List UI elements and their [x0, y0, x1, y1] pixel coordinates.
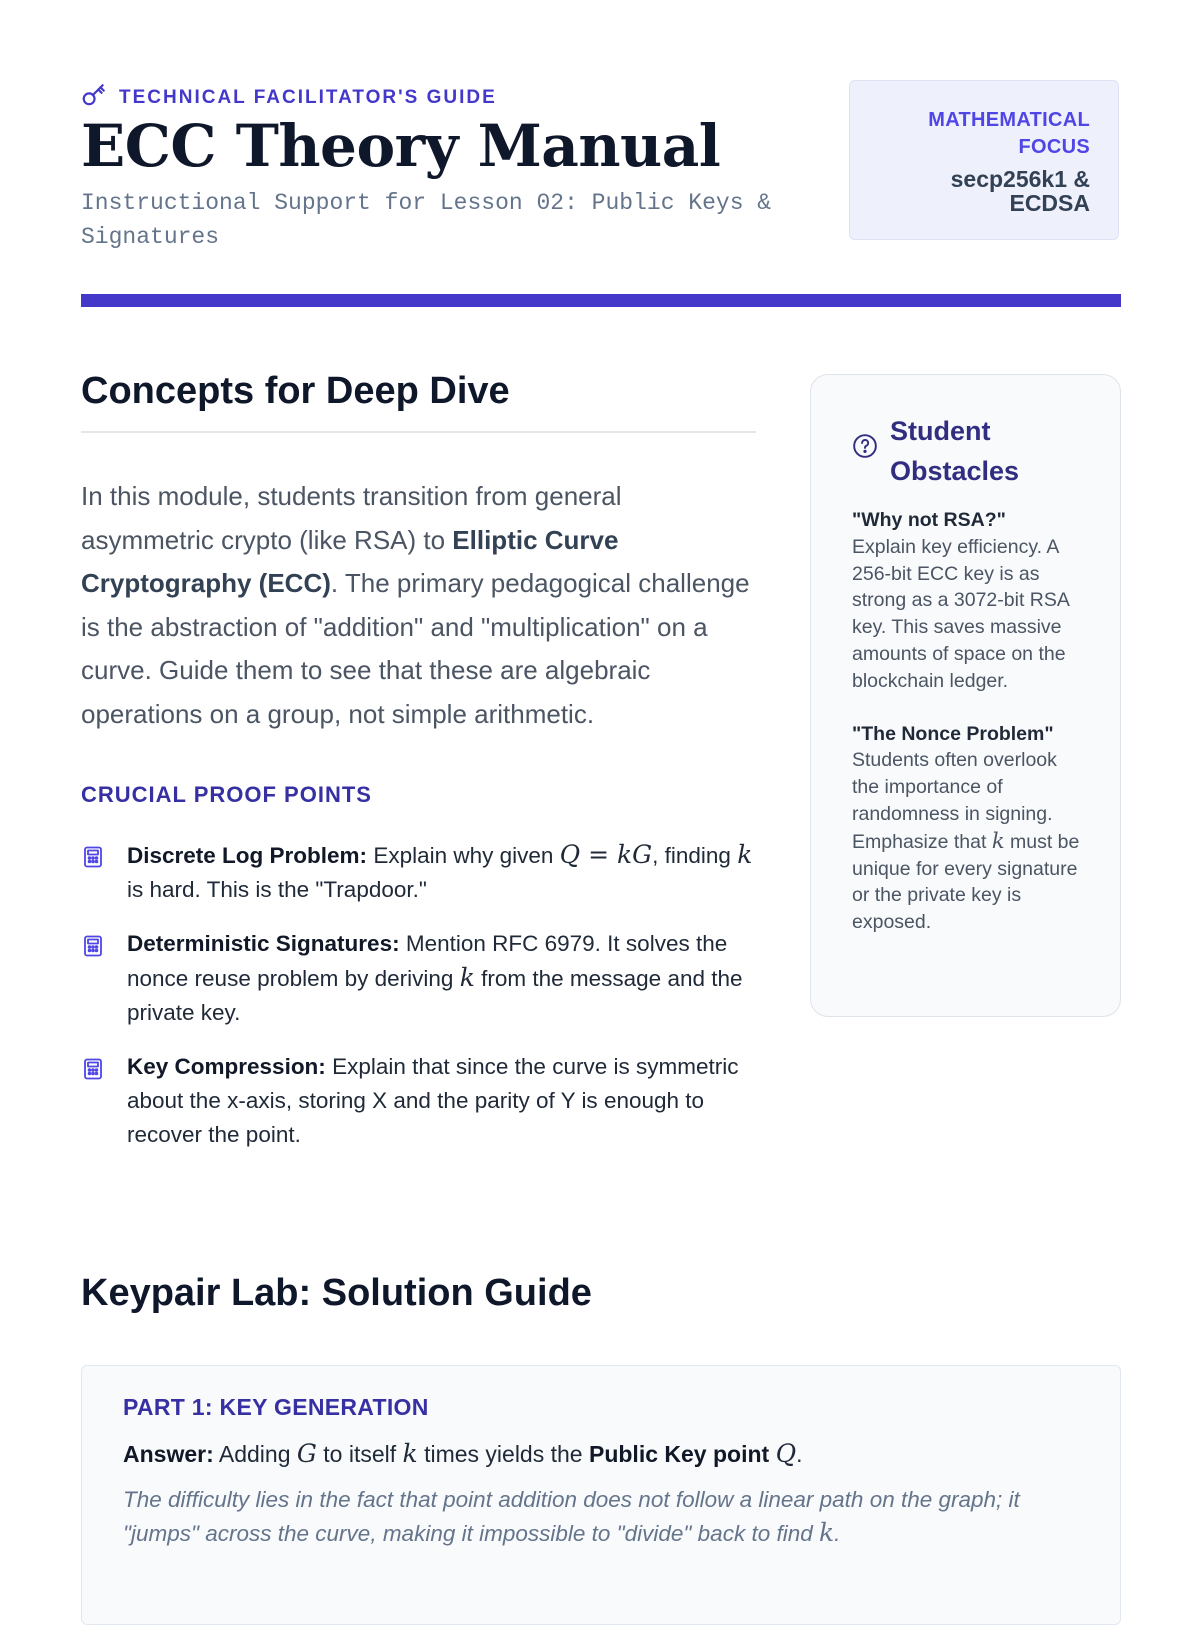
calculator-icon [81, 838, 127, 879]
key-icon [81, 82, 107, 114]
lab-heading: Keypair Lab: Solution Guide [81, 1272, 592, 1314]
proof-points-list [81, 838, 756, 1152]
math-focus-box [849, 80, 1119, 240]
obstacle-answer: Explain key efficiency. A 256-bit ECC key is as strong as a 3072-bit RSA key. This saves massive amounts of space on the blockchain ledger. [852, 535, 1069, 692]
student-obstacles-card [810, 374, 1121, 1017]
solution-guide-box [81, 1365, 1121, 1625]
calculator-icon [81, 1050, 127, 1091]
calculator-icon [81, 927, 127, 968]
answer-text: Answer: Adding G to itself k times yields the Public Key point Q. [123, 1439, 803, 1468]
obstacle-question: "Why not RSA?" [852, 509, 1006, 531]
focus-label: MATHEMATICAL FOCUS [928, 109, 1090, 158]
document-header [81, 78, 1121, 258]
proof-point: Discrete Log Problem: Explain why given Q = kG, finding k is hard. This is the "Trapdoor." [81, 838, 756, 907]
obstacle-question: "The Nonce Problem" [852, 722, 1054, 745]
focus-value: secp256k1 & ECDSA [950, 166, 1090, 216]
question-circle-icon [852, 411, 878, 464]
guide-kicker [81, 82, 497, 114]
document-subtitle: Instructional Support for Lesson 02: Public Keys & Signatures [81, 190, 772, 250]
obstacle-answer: Students often overlook the importance of randomness in signing. Emphasize that k must be unique for every signature or the private key is exposed. [852, 749, 1080, 934]
document-title: ECC Theory Manual [81, 112, 721, 180]
proof-points-heading: CRUCIAL PROOF POINTS [81, 782, 372, 807]
header-divider [81, 294, 1121, 307]
part-title: PART 1: KEY GENERATION [123, 1394, 429, 1420]
concepts-heading: Concepts for Deep Dive [81, 370, 756, 433]
concepts-intro: In this module, students transition from general asymmetric crypto (like RSA) to Elliptic Curve Cryptography (ECC). The primary pedagogical challenge is the abstraction of "addition" and "multiplication" on a curve. Guide them to see that these are algebraic operations on a group, not simple arithmetic. [81, 481, 750, 729]
obstacles-header [852, 411, 1080, 491]
kicker-text: TECHNICAL FACILITATOR'S GUIDE [119, 87, 497, 108]
explanation-note: The difficulty lies in the fact that point addition does not follow a linear path on the graph; it "jumps" across the curve, making it impossible to "divide" back to find k. [123, 1487, 1020, 1547]
proof-point: Deterministic Signatures: Mention RFC 6979. It solves the nonce reuse problem by deriving k from the message and the private key. [81, 927, 756, 1030]
concepts-section [81, 370, 756, 1172]
obstacle-item [852, 721, 1080, 936]
obstacles-title: Student Obstacles [890, 416, 1020, 486]
proof-point: Key Compression: Explain that since the curve is symmetric about the x-axis, storing X and the parity of Y is enough to recover the point. [81, 1050, 756, 1152]
obstacle-item [852, 507, 1080, 695]
